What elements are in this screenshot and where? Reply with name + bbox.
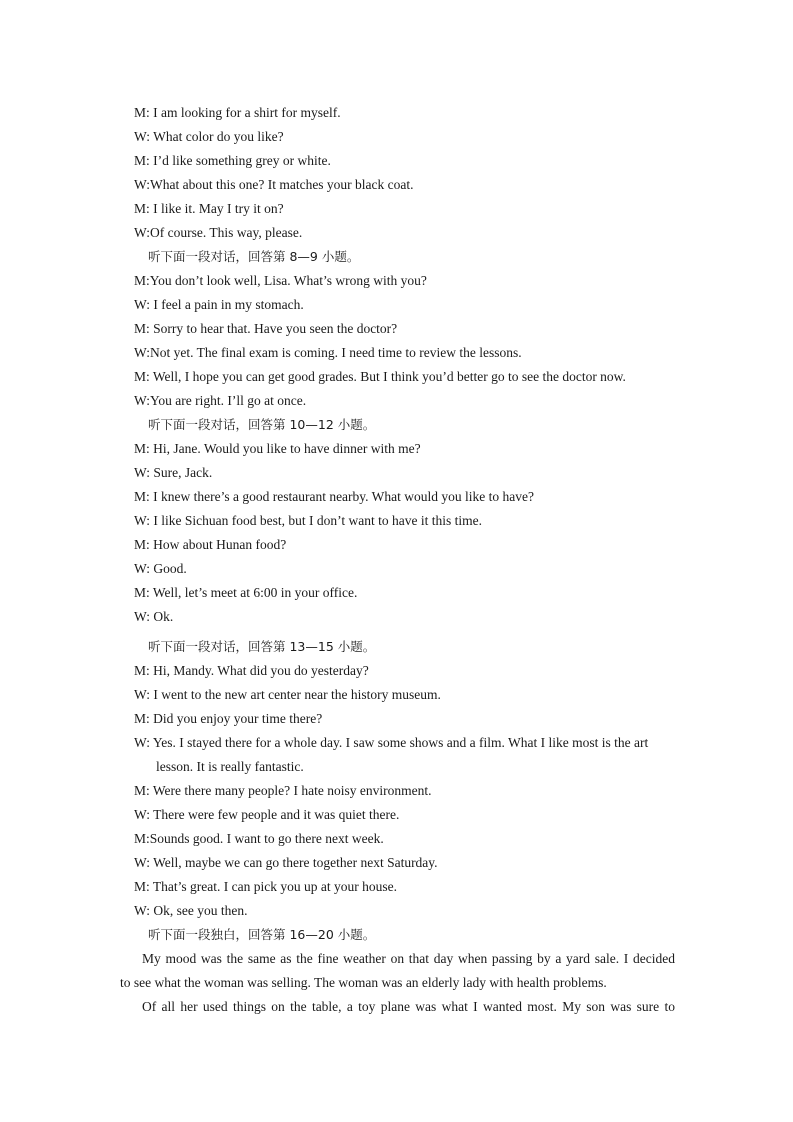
dialogue-line: M: That’s great. I can pick you up at your house. — [134, 879, 397, 894]
dialogue-line: W:Not yet. The final exam is coming. I need time to review the lessons. — [134, 345, 522, 360]
dialogue-line: W: Well, maybe we can go there together next Saturday. — [134, 855, 438, 870]
page-content — [120, 101, 675, 1019]
dialogue-line: W: Good. — [134, 561, 187, 576]
dialogue-line: M: I like it. May I try it on? — [134, 201, 284, 216]
section-heading: 听下面一段对话，回答第 8—9 小题。 — [148, 249, 360, 264]
monologue-line: to see what the woman was selling. The woman was an elderly lady with health problems. — [120, 975, 607, 990]
dialogue-line: M: How about Hunan food? — [134, 537, 287, 552]
dialogue-line-continuation: lesson. It is really fantastic. — [156, 759, 304, 774]
dialogue-line: M: Were there many people? I hate noisy environment. — [134, 783, 432, 798]
dialogue-line: W: I feel a pain in my stomach. — [134, 297, 304, 312]
dialogue-line: M: Well, I hope you can get good grades. But I think you’d better go to see the doctor now. — [134, 369, 626, 384]
section-heading: 听下面一段对话，回答第 13—15 小题。 — [148, 639, 376, 654]
dialogue-line: W: There were few people and it was quiet there. — [134, 807, 400, 822]
dialogue-line: M: I knew there’s a good restaurant nearby. What would you like to have? — [134, 489, 535, 504]
dialogue-line: W: I like Sichuan food best, but I don’t want to have it this time. — [134, 513, 482, 528]
dialogue-line: M: Did you enjoy your time there? — [134, 711, 323, 726]
dialogue-line: W: Ok, see you then. — [134, 903, 248, 918]
dialogue-line: W: I went to the new art center near the history museum. — [134, 687, 441, 702]
dialogue-line: W:Of course. This way, please. — [134, 225, 303, 240]
dialogue-line: W: Sure, Jack. — [134, 465, 213, 480]
dialogue-line: W:What about this one? It matches your black coat. — [134, 177, 414, 192]
dialogue-line: W: What color do you like? — [134, 129, 284, 144]
dialogue-line: M:You don’t look well, Lisa. What’s wrong with you? — [134, 273, 427, 288]
dialogue-line: M: Hi, Jane. Would you like to have dinner with me? — [134, 441, 421, 456]
dialogue-line: M: I am looking for a shirt for myself. — [134, 105, 341, 120]
section-heading: 听下面一段对话，回答第 10—12 小题。 — [148, 417, 376, 432]
dialogue-line: M: I’d like something grey or white. — [134, 153, 331, 168]
dialogue-line: M: Hi, Mandy. What did you do yesterday? — [134, 663, 369, 678]
dialogue-line: W: Yes. I stayed there for a whole day. I saw some shows and a film. What I like most is the art — [134, 735, 649, 750]
monologue-line: Of all her used things on the table, a toy plane was what I wanted most. My son was sure to — [142, 999, 675, 1014]
section-heading: 听下面一段独白，回答第 16—20 小题。 — [148, 927, 376, 942]
dialogue-line: M:Sounds good. I want to go there next week. — [134, 831, 384, 846]
dialogue-line: W: Ok. — [134, 609, 174, 624]
dialogue-line: W:You are right. I’ll go at once. — [134, 393, 307, 408]
monologue-line: My mood was the same as the fine weather on that day when passing by a yard sale. I decided — [142, 951, 675, 966]
dialogue-line: M: Well, let’s meet at 6:00 in your office. — [134, 585, 358, 600]
dialogue-line: M: Sorry to hear that. Have you seen the doctor? — [134, 321, 398, 336]
